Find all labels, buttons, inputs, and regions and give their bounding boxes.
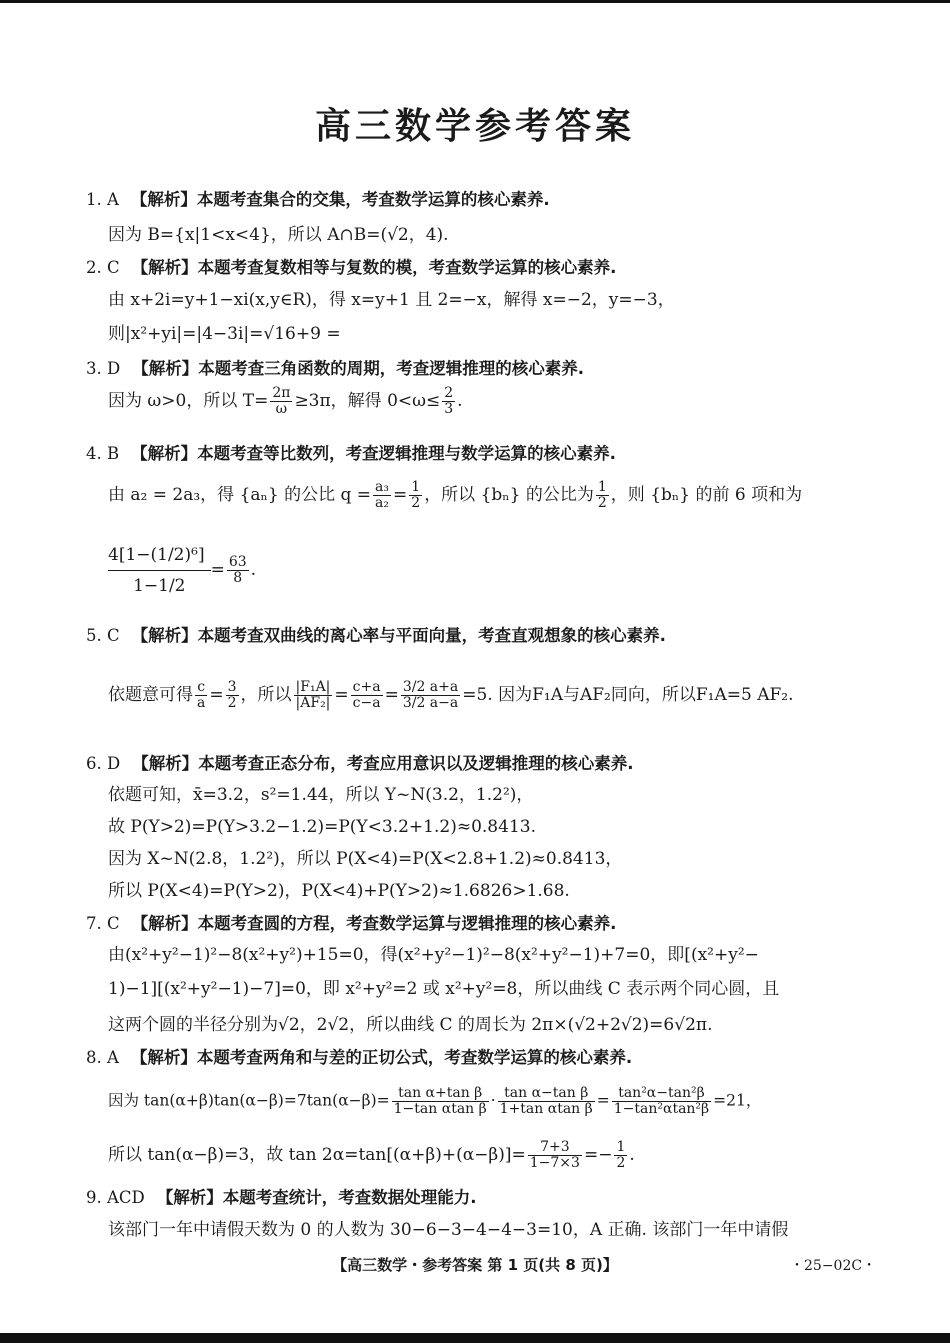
q4-f3-num: 1 [597, 479, 607, 495]
q3-text-c: . [457, 391, 463, 411]
q8-text-c: =− [583, 1145, 613, 1165]
page-footer: 【高三数学・参考答案 第 1 页(共 8 页)】 [332, 1256, 618, 1274]
q5-f3-den: |AF₂| [295, 695, 331, 711]
q5-f1-den: a [197, 695, 206, 711]
q4-line-1 [108, 480, 802, 511]
q2-heading [86, 256, 616, 280]
q5-heading [86, 624, 666, 648]
q8-f5-den: 2 [616, 1155, 626, 1171]
q4-heading-text: 【解析】本题考查等比数列，考查逻辑推理与数学运算的核心素养. [131, 444, 616, 463]
q3-frac-den: ω [275, 401, 288, 417]
q5-f2-den: 2 [227, 695, 237, 711]
q9-heading [86, 1186, 477, 1210]
q8-line-2 [108, 1140, 635, 1171]
q5-mid: ，所以 [240, 685, 292, 705]
q7-number: 7. C [86, 914, 120, 933]
q3-frac2-num: 2 [444, 385, 454, 401]
q4-heading [86, 442, 616, 466]
q1-heading [86, 188, 550, 212]
q6-line-4: 所以 P(X<4)=P(Y>2)，P(X<4)+P(Y>2)≈1.6826>1.68. [108, 881, 570, 901]
q5-number: 5. C [86, 626, 120, 645]
q8-frac-73 [528, 1140, 582, 1171]
q4-f1-num: a₃ [375, 479, 390, 495]
q8-heading-text: 【解析】本题考查两角和与差的正切公式，考查数学运算的核心素养. [130, 1048, 633, 1067]
q4-sum-result [227, 555, 249, 586]
q5-frac-3-2 [226, 680, 239, 711]
bottom-border [0, 1333, 950, 1343]
q8-frac-sum [392, 1086, 489, 1117]
q8-tail: =21， [713, 1091, 762, 1110]
q5-f5-den: 3/2 a−a [402, 695, 459, 711]
q8-text-a: 因为 tan(α+β)tan(α−β)=7tan(α−β)= [108, 1091, 390, 1110]
q2-number: 2. C [86, 258, 120, 277]
page-title: 高三数学参考答案 [314, 106, 635, 147]
q7-line-3: 这两个圆的半径分别为√2，2√2，所以曲线 C 的周长为 2π×(√2+2√2)=6√2π. [108, 1015, 713, 1035]
q5-line-1 [108, 680, 794, 711]
q5-frac-ca [195, 680, 207, 711]
q5-text-a: 依题意可得 [108, 685, 193, 705]
q4-text-b: = [393, 485, 408, 505]
q7-heading [86, 912, 616, 936]
q4-sum-num: 4[1−(1/2)⁶] [108, 543, 211, 571]
q5-frac-vec [294, 680, 333, 711]
q8-f4-den: 1−7×3 [529, 1155, 580, 1171]
q5-f2-num: 3 [227, 679, 237, 695]
q4-frac-half [409, 480, 422, 511]
q6-line-3: 因为 X~N(2.8，1.2²)，所以 P(X<4)=P(X<2.8+1.2)≈0.8413， [108, 849, 623, 869]
q4-f2-num: 1 [411, 479, 421, 495]
q8-heading [86, 1046, 632, 1070]
q9-heading-text: 【解析】本题考查统计，考查数据处理能力. [156, 1188, 477, 1207]
q8-frac-sq [612, 1086, 711, 1117]
q5-f1-num: c [195, 680, 207, 696]
q5-f4-num: c+a [352, 679, 381, 695]
q4-text-a: 由 a₂ = 2a₃，得 {aₙ} 的公比 q = [108, 485, 372, 505]
q5-f3-num: |F₁A| [295, 679, 331, 695]
q3-frac2-den: 3 [444, 401, 454, 417]
q8-frac-diff [498, 1086, 595, 1117]
q2-line-2: 则|x²+yi|=|4−3i|=√16+9 = [108, 324, 341, 344]
q8-number: 8. A [86, 1048, 119, 1067]
q8-f3-den: 1−tan²αtan²β [613, 1101, 710, 1117]
q8-text-d: . [629, 1145, 635, 1165]
q8-text-b: 所以 tan(α−β)=3，故 tan 2α=tan[(α+β)+(α−β)]= [108, 1145, 526, 1165]
q5-tail: =5. 因为F₁A与AF₂同向，所以F₁A=5 AF₂. [462, 685, 794, 705]
q4-result-den: 8 [233, 570, 243, 586]
q3-frac-num: 2π [272, 385, 291, 401]
q4-sum-fraction [108, 543, 211, 598]
q4-text-c: ，所以 {bₙ} 的公比为 [424, 485, 594, 505]
q7-line-1: 由(x²+y²−1)²−8(x²+y²)+15=0，得(x²+y²−1)²−8(x²+y²−1)+7=0，即[(x²+y²− [108, 945, 759, 965]
q4-number: 4. B [86, 444, 120, 463]
q4-frac-q [373, 480, 391, 511]
q8-f1-den: 1−tan αtan β [393, 1101, 487, 1117]
q3-number: 3. D [86, 359, 121, 378]
q4-f3-den: 2 [597, 495, 607, 511]
q5-eq1: = [209, 685, 224, 705]
footer-code: ・25−02C・ [790, 1258, 877, 1274]
q4-f1-den: a₂ [375, 495, 390, 511]
q9-number: 9. ACD [86, 1188, 145, 1207]
q3-text-b: ≥3π，解得 0<ω≤ [294, 391, 441, 411]
q4-sum-den: 1−1/2 [133, 576, 186, 596]
q8-f2-num: tan α−tan β [498, 1086, 595, 1102]
q5-eq2: = [334, 685, 349, 705]
q5-f4-den: c−a [352, 695, 381, 711]
q7-line-2: 1)−1][(x²+y²−1)−7]=0，即 x²+y²=2 或 x²+y²=8，所以曲线 C 表示两个同心圆，且 [108, 979, 780, 999]
q3-text-a: 因为 ω>0，所以 T= [108, 391, 269, 411]
q8-eq: = [596, 1091, 610, 1110]
q1-line-1: 因为 B={x|1<x<4}，所以 A∩B=(√2，4). [108, 225, 449, 245]
q8-f4-num: 7+3 [528, 1140, 582, 1156]
q7-heading-text: 【解析】本题考查圆的方程，考查数学运算与逻辑推理的核心素养. [131, 914, 617, 933]
q6-number: 6. D [86, 754, 121, 773]
q3-heading [86, 357, 584, 381]
q3-line-1 [108, 386, 463, 417]
q2-line-1: 由 x+2i=y+1−xi(x,y∈R)，得 x=y+1 且 2=−x，解得 x=−2，y=−3， [108, 290, 675, 310]
q8-frac-half [614, 1140, 627, 1171]
q5-heading-text: 【解析】本题考查双曲线的离心率与平面向量，考查直观想象的核心素养. [131, 626, 666, 645]
q4-frac-half-2 [596, 480, 609, 511]
q2-heading-text: 【解析】本题考查复数相等与复数的模，考查数学运算的核心素养. [131, 258, 617, 277]
q6-heading-text: 【解析】本题考查正态分布，考查应用意识以及逻辑推理的核心素养. [132, 754, 634, 773]
q1-number: 1. A [86, 190, 119, 209]
q6-line-2: 故 P(Y>2)=P(Y>3.2−1.2)=P(Y<3.2+1.2)≈0.8413. [108, 817, 536, 837]
q4-f2-den: 2 [411, 495, 421, 511]
q8-f2-den: 1+tan αtan β [499, 1101, 593, 1117]
q4-sum-formula: $\frac{\text{4[1−(1/2)⁶]}}{1-1/2}$ = $\frac{63}{8}$ . [108, 545, 257, 596]
q5-f5-num: 3/2 a+a [402, 679, 459, 695]
q9-line-1: 该部门一年中请假天数为 0 的人数为 30−6−3−4−4−3=10，A 正确. 该部门一年中请假 [108, 1220, 789, 1240]
q8-line-1 [108, 1086, 761, 1117]
q1-heading-text: 【解析】本题考查集合的交集，考查数学运算的核心素养. [130, 190, 550, 209]
q4-result-num: 63 [228, 554, 247, 570]
q5-frac-cpa [351, 680, 383, 711]
q8-f1-num: tan α+tan β [392, 1086, 489, 1102]
q8-f3-num: tan²α−tan²β [612, 1086, 711, 1102]
q4-text-d: ，则 {bₙ} 的前 6 项和为 [610, 485, 803, 505]
q3-heading-text: 【解析】本题考查三角函数的周期，考查逻辑推理的核心素养. [132, 359, 584, 378]
q6-line-1: 依题可知，x̄=3.2，s²=1.44，所以 Y~N(3.2，1.2²)， [108, 785, 534, 805]
q5-frac-nested [401, 680, 460, 711]
q6-heading [86, 752, 634, 776]
q4-sum-tail: . [250, 560, 257, 580]
q3-fraction-bound [442, 386, 455, 417]
q8-f5-num: 1 [616, 1139, 626, 1155]
q3-fraction-period [270, 386, 292, 417]
q5-eq3: = [384, 685, 399, 705]
q8-dot: · [490, 1091, 496, 1110]
top-border [0, 0, 950, 3]
